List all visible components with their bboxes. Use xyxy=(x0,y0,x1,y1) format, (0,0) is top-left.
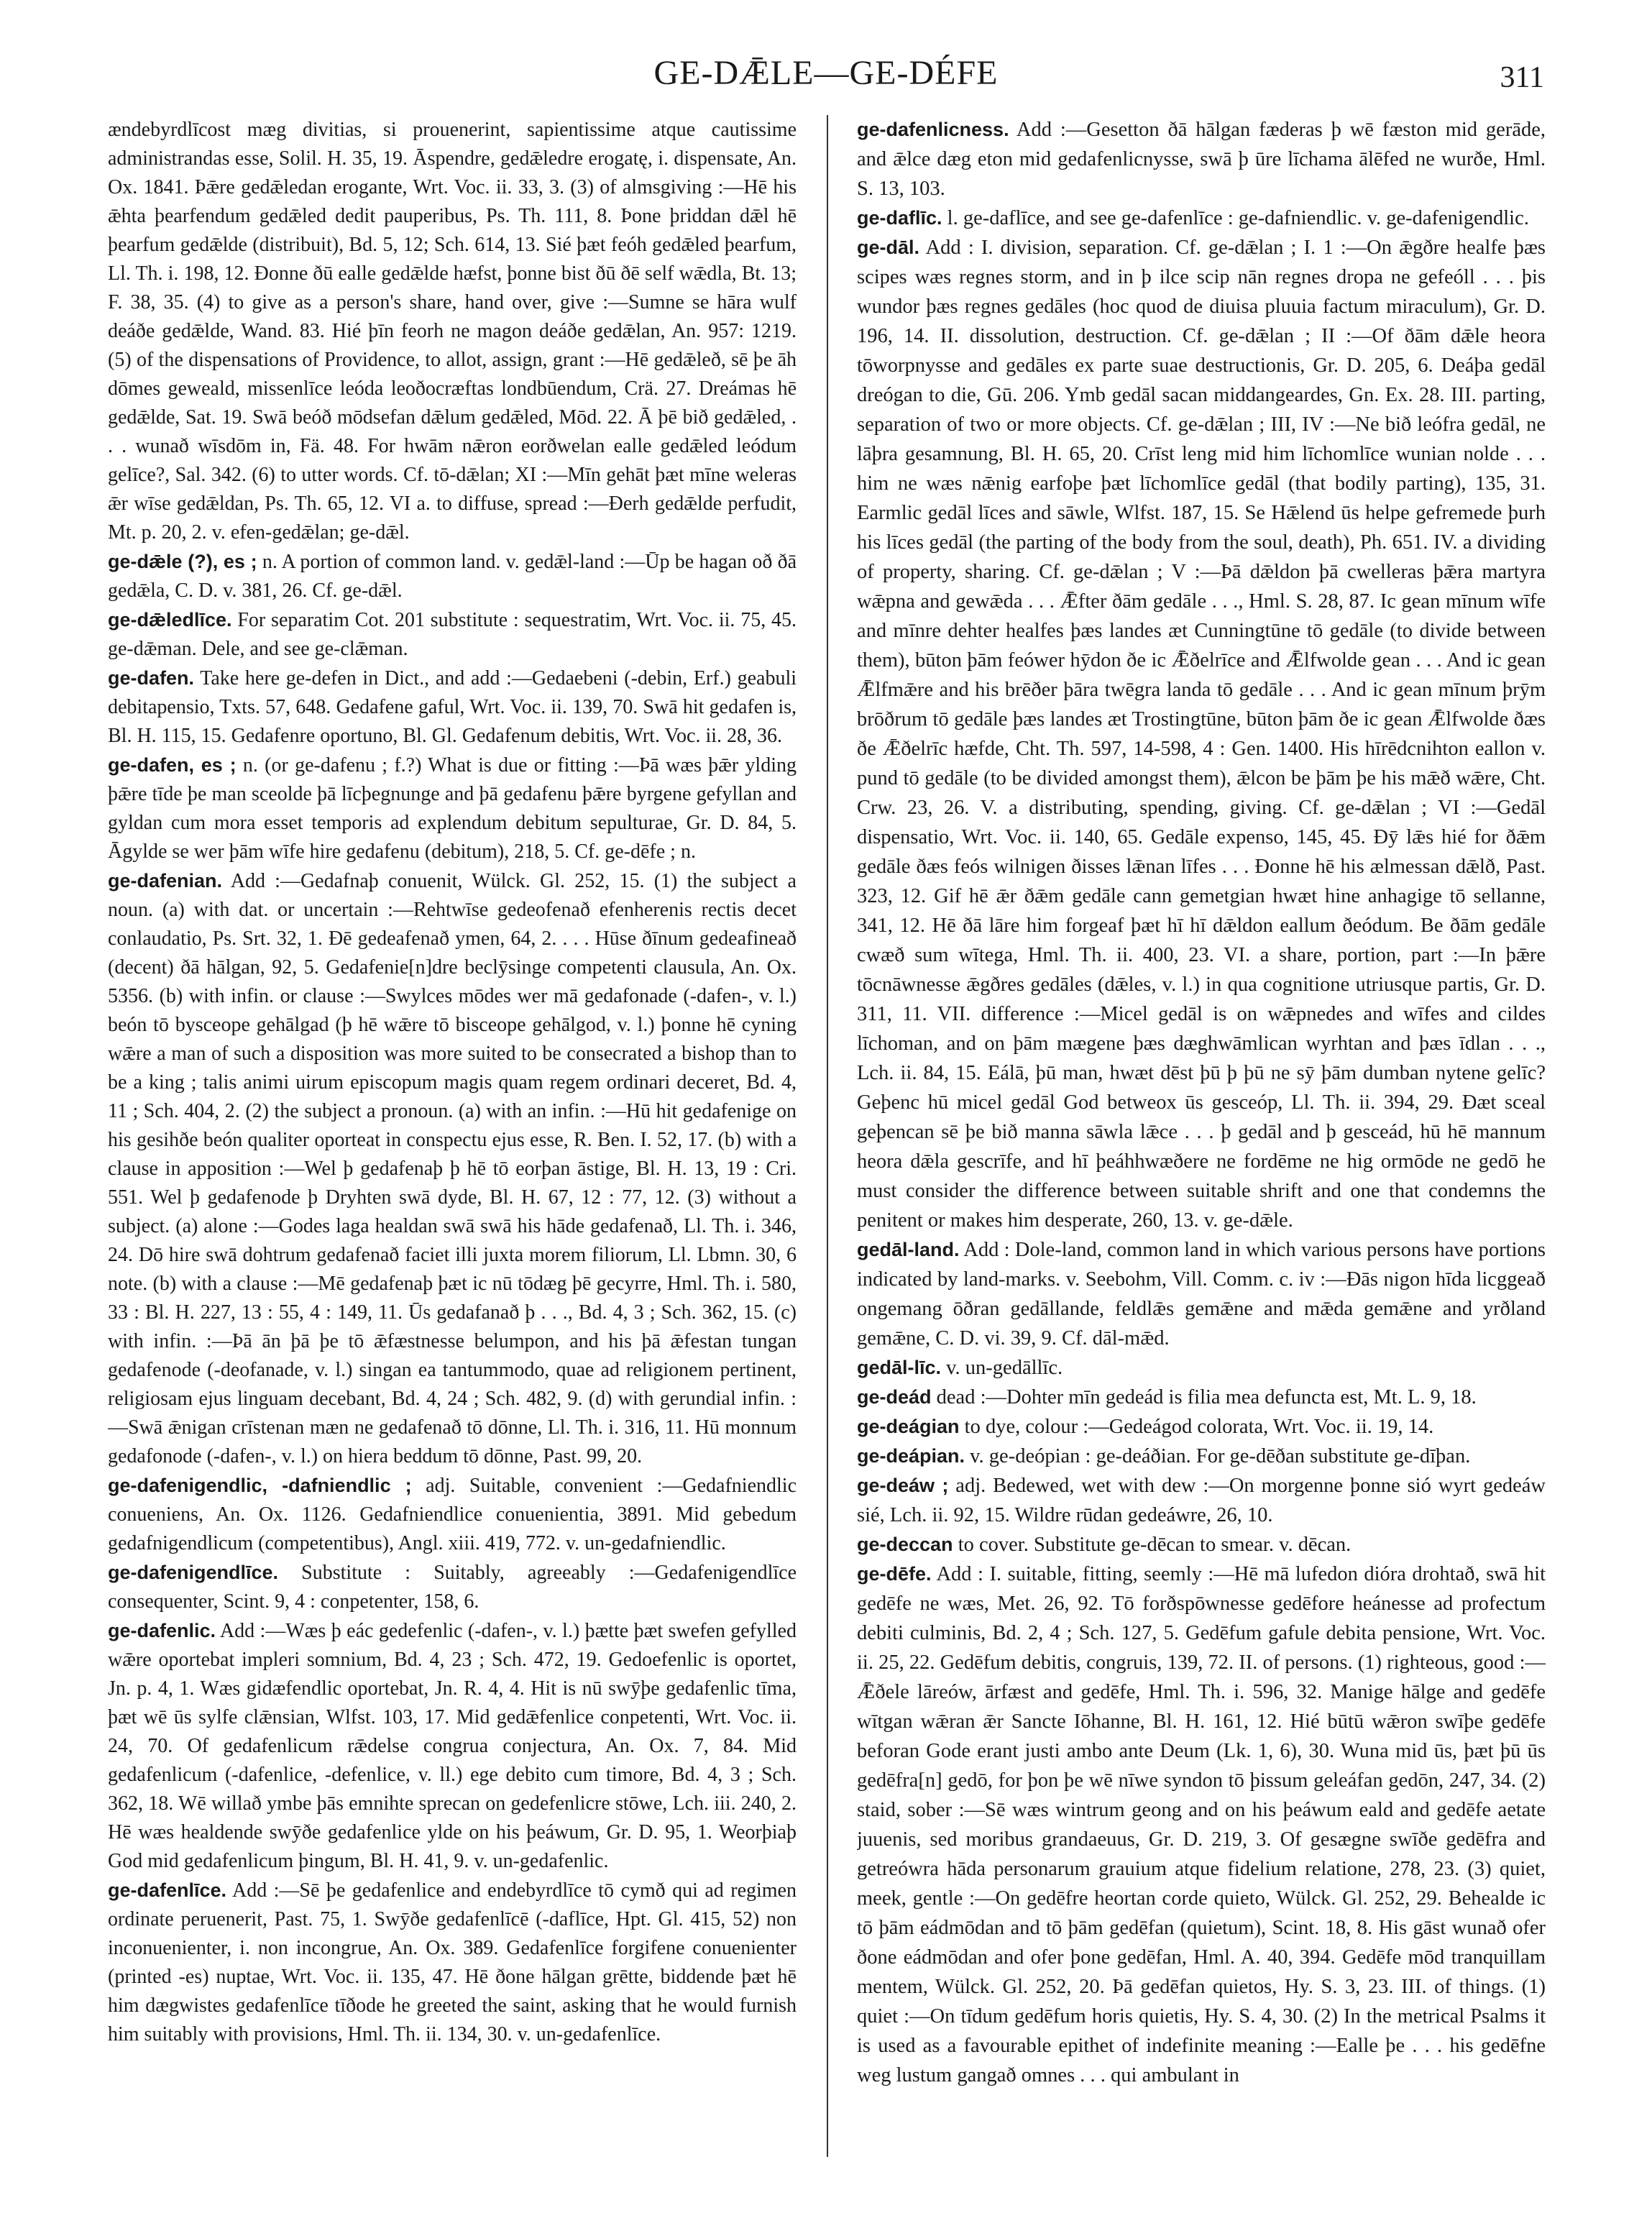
dictionary-entry xyxy=(108,866,797,1471)
entry-headword: ge-deápian. xyxy=(857,1445,965,1467)
dictionary-entry xyxy=(857,1235,1546,1353)
left-column xyxy=(108,115,797,2157)
dictionary-entry xyxy=(108,1616,797,1876)
entry-text: v. ge-deópian : ge-deáðian. For ge-dēðan substitute ge-dīþan. xyxy=(970,1445,1471,1467)
entry-text: Add : I. division, separation. Cf. ge-dǣlan ; I. 1 :—On ǣgðre healfe þæs scipes wæs regnes storm, and in þ ilce scip nān regnes dropa ne gefeóll . . . þis wundor þæs regnes gedāles (hoc quod de diuisa pluuia factum miraculum), Gr. D. 196, 14. II. dissolution, destruction. Cf. ge-dǣlan ; II :—Of ðām dǣle heora tōworpnysse and gedāles ex parte suae destructionis, Gr. D. 205, 6. Deáþa gedāl dreógan to die, Gū. 206. Ymb gedāl sacan middangeardes, Gn. Ex. 28. III. parting, separation of two or more objects. Cf. ge-dǣlan ; III, IV :—Ne bið leófra gedāl, ne lāþra gesamnung, Bl. H. 65, 20. Crīst leng mid him līchomlīce wunian nolde . . . him ne wæs nǣnig earfoþe þæt līchomlīce gedāl (that bodily parting), 135, 31. Earmlic gedāl līces and sāwle, Wlfst. 187, 15. Se Hǣlend ūs helpe gefremede þurh his līces gedāl (the parting of the body from the soul, death), Ph. 651. IV. a dividing of property, sharing. Cf. ge-dǣlan ; V :—Þā dǣldon þā cwelleras þǣra martyra wǣpna and gewǣda . . . Ǣfter ðām gedāle . . ., Hml. S. 28, 87. Ic gean mīnum wīfe and mīnre dehter healfes þæs landes æt Cunningtūne tō gedāle (to divide between them), būton þām feówer hȳdon ðe ic Ǣðelrīce and Ǣlfwolde gean . . . And ic gean Ǣlfmǣre and his brēðer þāra twēgra landa tō gedāle . . . And ic gean mīnum þrȳm brōðrum tō gedāle þæs landes æt Trostingtūne, būton þām ðe ic gean Ǣlfwolde ðæs ðe Ǣðelrīc hæfde, Cht. Th. 597, 14-598, 4 : Gen. 1400. His hīrēdcnihton eallon v. pund tō gedāle (to be divided amongst them), ǣlcon be þām þe his mǣð wǣre, Cht. Crw. 23, 26. V. a distributing, spending, giving. Cf. ge-dǣlan ; VI :—Gedāl dispensatio, Wrt. Voc. ii. 140, 65. Gedāle expenso, 145, 45. Ðȳ lǣs hié for ðǣm gedāle ðæs feós wilnigen ðisses lǣnan līfes . . . Ðonne hē his ælmessan dǣlð, Past. 323, 12. Gif hē ǣr ðǣm gedāle cann gemetgian hwæt hine anhagige tō sellanne, 341, 12. Hē ðā lāre him forgeaf þæt hī hī dǣldon eallum ðeódum. Be ðām gedāle cwæð sum wītega, Hml. Th. ii. 400, 23. VI. a share, portion, part :—In þǣre tōcnāwnesse ǣgðres gedāles (dǣles, v. l.) in qua cognitione utriusque partis, Gr. D. 311, 11. VII. difference :—Micel gedāl is on wǣpnedes and wīfes and cildes līchoman, and on þām mægene þæs dæghwāmlican wyrhtan and þæs īdlan . . ., Lch. ii. 84, 15. Eálā, þū man, hwæt dēst þū þ þū ne sȳ þām dumban nytene gelīc? Geþenc hū micel gedāl God betweox ūs gesceóp, Ll. Th. ii. 394, 29. Ðæt sceal geþencan sē þe bið manna sāwla lǣce . . . þ gedāl and þ gesceád, hū hē mannum heora dǣla gescrīfe, and hī þeáhhwæðere ne fordēme ne hig ormōde ne gedō he must consider the difference between suitable shrift and one that condemns the penitent or makes him desperate, 260, 13. v. ge-dǣle. xyxy=(857,237,1546,1232)
entry-headword: ge-dafenlīce. xyxy=(108,1879,227,1901)
entry-text: Add :—Sē þe gedafenlice and endebyrdlīce tō cymð qui ad regimen ordinate peruenerit, Past. 75, 1. Swȳðe gedafenlīcē (-daflīce, Hpt. Gl. 415, 52) non inconuenienter, i. non incongrue, An. Ox. 389. Gedafenlīce forgifene conuenienter (printed -es) nuptae, Wrt. Voc. ii. 135, 47. Hē ðone hālgan grētte, biddende þæt hē him dægwistes gedafenlīce tīðode he greeted the saint, asking that he would furnish him suitably with provisions, Hml. Th. ii. 134, 30. v. un-gedafenlīce. xyxy=(108,1879,797,2045)
entry-text: Add :—Wæs þ eác gedefenlic (-dafen-, v. l.) þætte þæt swefen gefylled wǣre oportebat impleri somnium, Bd. 4, 23 ; Sch. 472, 19. Gedoefenlic is oportet, Jn. p. 4, 1. Wæs gidæfendlic oportebat, Jn. R. 4, 4. Hit is nū swȳþe gedafenlic tīma, þæt wē ūs sylfe clǣnsian, Wlfst. 103, 17. Mid gedǣfenlice conpetenti, Wrt. Voc. ii. 24, 70. Of gedafenlicum rǣdelse congrua conjectura, An. Ox. 7, 84. Mid gedafenlicum (-dafenlice, -defenlice, v. ll.) ege debito cum timore, Bd. 4, 3 ; Sch. 362, 18. Wē willað ymbe þās emnihte sprecan on gedefenlicre stōwe, Lch. iii. 240, 2. Hē wæs healdende swȳðe gedafenlice ylde on his þeáwum, Gr. D. 95, 1. Weorþiaþ God mid gedafenlicum þingum, Bl. H. 41, 9. v. un-gedafenlic. xyxy=(108,1620,797,1872)
entry-text: v. un-gedāllīc. xyxy=(946,1357,1063,1379)
dictionary-entry xyxy=(857,1530,1546,1559)
dictionary-entry xyxy=(108,751,797,866)
entry-text: ændebyrdlīcost mæg divitias, si prouenerint, sapientissime atque cautissime administrandas esse, Solil. H. 35, 19. Āspendre, gedǣledre erogatę, i. dispensate, An. Ox. 1841. Þǣre gedǣledan erogante, Wrt. Voc. ii. 33, 3. (3) of almsgiving :—Hē his ǣhta þearfendum gedǣled dedit pauperibus, Ps. Th. 111, 8. Þone þriddan dǣl hē þearfum gedǣlde (distribuit), Bd. 5, 12; Sch. 614, 13. Sié þæt feóh gedǣled þearfum, Ll. Th. i. 198, 12. Ðonne ðū ealle gedǣlde hæfst, þonne bist ðū ðē self wǣdla, Bt. 13; F. 38, 35. (4) to give as a person's share, hand over, give :—Sumne se hāra wulf deáðe gedǣlde, Wand. 83. Hié þīn feorh ne magon deáðe gedǣlan, An. 957: 1219. (5) of the dispensations of Providence, to allot, assign, grant :—Hē gedǣleð, sē þe āh dōmes geweald, missenlīce leóda leoðocræftas londbūendum, Crä. 27. Dreámas hē gedǣlde, Sat. 19. Swā beóð mōdsefan dǣlum gedǣled, Mōd. 22. Ā þē bið gedǣled, . . . wunað wīsdōm in, Fä. 48. For hwām nǣron eorðwelan ealle gedǣled leódum gelīce?, Sal. 342. (6) to utter words. Cf. tō-dǣlan; XI :—Mīn gehāt þæt mīne weleras ǣr wīse gedǣldan, Ps. Th. 65, 12. VI a. to diffuse, spread :—Ðerh gedǣlde perfudit, Mt. p. 20, 2. v. efen-gedǣlan; ge-dǣl. xyxy=(108,119,797,544)
entry-text: Take here ge-defen in Dict., and add :—Gedaebeni (-debin, Erf.) geabuli debitapensio, Txts. 57, 648. Gedafene gaful, Wrt. Voc. ii. 139, 70. Swā hit gedafen is, Bl. H. 115, 15. Gedafenre oportuno, Bl. Gl. Gedafenum debitis, Wrt. Voc. ii. 28, 36. xyxy=(108,667,797,747)
entry-text: Add : Dole-land, common land in which various persons have portions indicated by land-marks. v. Seebohm, Vill. Comm. c. iv :—Ðās nigon hīda licggeað ongemang ōðran gedāllande, feldlǣs gemǣne and mǣda gemǣne and yrðland gemǣne, C. D. vi. 39, 9. Cf. dāl-mǣd. xyxy=(857,1239,1546,1350)
right-column xyxy=(857,115,1546,2157)
dictionary-entry xyxy=(857,233,1546,1235)
dictionary-entry xyxy=(857,1383,1546,1412)
dictionary-entry xyxy=(108,1558,797,1616)
entry-text: Substitute : Suitably, agreeably :—Gedafenigendlīce consequenter, Scint. 9, 4 : conpetenter, 158, 6. xyxy=(108,1562,797,1613)
page-header xyxy=(108,50,1544,101)
dictionary-entry xyxy=(108,547,797,605)
dictionary-entry xyxy=(857,115,1546,203)
entry-headword: ge-deccan xyxy=(857,1534,953,1555)
entry-headword: ge-dafenigendlīce. xyxy=(108,1562,279,1583)
entry-text: Add :—Gedafnaþ conuenit, Wülck. Gl. 252, 15. (1) the subject a noun. (a) with dat. or uncertain :—Rehtwīse gedeofenað efenherenis rectis decet conlaudatio, Ps. Srt. 32, 1. Ðē gedeafenað ymen, 64, 2. . . . Hūse ðīnum gedeafineað (decent) ðā hālgan, 92, 5. Gedafenie[n]dre beclȳsinge competenti clausula, An. Ox. 5356. (b) with infin. or clause :—Swylces mōdes wer mā gedafonade (-dafen-, v. l.) beón tō bysceope gehālgad (þ hē wǣre tō bisceope gehālgod, v. l.) þonne hē cyning wǣre a man of such a disposition was more suited to be consecrated a bishop than to be a king ; talis animi uirum episcopum magis quam regem ordinari deceret, Bd. 4, 11 ; Sch. 404, 2. (2) the subject a pronoun. (a) with an infin. :—Hū hit gedafenige on his gesihðe beón qualiter oporteat in conspectu ejus esse, R. Ben. I. 52, 17. (b) with a clause in apposition :—Wel þ gedafenaþ þ hē tō eorþan āstige, Bl. H. 13, 19 : Cri. 551. Wel þ gedafenode þ Dryhten swā dyde, Bl. H. 67, 12 : 77, 12. (3) without a subject. (a) alone :—Godes laga healdan swā swā his hāde gedafenað, Ll. Th. i. 346, 24. Dō hire swā dohtrum gedafenað faciet illi juxta morem filiorum, Ll. Lbmn. 30, 6 note. (b) with a clause :—Mē gedafenaþ þæt ic nū tōdæg þē gecyrre, Hml. Th. i. 580, 33 : Bl. H. 227, 13 : 55, 4 : 149, 11. Ūs gedafanað þ . . ., Bd. 4, 3 ; Sch. 362, 15. (c) with infin. :—Þā ān þā þe tō ǣfæstnesse belumpon, and his þā ǣfestan tungan gedafenode (-deofanade, v. l.) singan ea tantummodo, quae ad religionem pertinent, religiosam ejus linguam decebant, Bd. 4, 24 ; Sch. 482, 9. (d) with gerundial infin. :—Swā ǣnigan crīstenan mæn ne gedafenað tō dōnne, Ll. Th. i. 316, 11. Hū monnum gedafonode (-dafen-, v. l.) on hiera beddum tō dōnne, Past. 99, 20. xyxy=(108,870,797,1467)
entry-text: to dye, colour :—Gedeágod colorata, Wrt. Voc. ii. 19, 14. xyxy=(964,1416,1434,1438)
column-divider xyxy=(827,115,828,2157)
entry-text: dead :—Dohter mīn gedeád is filia mea defuncta est, Mt. L. 9, 18. xyxy=(936,1386,1477,1408)
entry-headword: ge-dǣle (?), es ; xyxy=(108,551,257,572)
entry-headword: ge-deád xyxy=(857,1386,932,1408)
entry-headword: gedāl-līc. xyxy=(857,1357,942,1378)
dictionary-entry xyxy=(108,1876,797,2049)
entry-headword: ge-dafenlic. xyxy=(108,1620,216,1641)
entry-text: Add :—Gesetton ðā hālgan fæderas þ wē fæston mid gerāde, and ǣlce dæg eton mid gedafenlicnysse, swā þ ūre līchama ālēfed ne wurðe, Hml. S. 13, 103. xyxy=(857,119,1546,200)
entry-headword: gedāl-land. xyxy=(857,1239,960,1260)
entry-headword: ge-dafenlicness. xyxy=(857,119,1009,140)
dictionary-entry xyxy=(857,203,1546,233)
entry-text: For separatim Cot. 201 substitute : sequestratim, Wrt. Voc. ii. 75, 45. ge-dǣman. Dele, and see ge-clǣman. xyxy=(108,609,797,660)
dictionary-entry xyxy=(108,605,797,664)
entry-headword: ge-dēfe. xyxy=(857,1563,932,1585)
entry-headword: ge-dǣledlīce. xyxy=(108,609,232,631)
page-number: 311 xyxy=(1500,61,1544,94)
dictionary-entry xyxy=(857,1559,1546,2090)
dictionary-columns xyxy=(108,115,1546,2157)
dictionary-entry xyxy=(857,1353,1546,1383)
entry-text: n. A portion of common land. v. gedǣl-land :—Ūp be hagan oð ðā gedǣla, C. D. v. 381, 26. Cf. ge-dǣl. xyxy=(108,551,797,602)
dictionary-entry xyxy=(857,1412,1546,1442)
entry-text: Add : I. suitable, fitting, seemly :—Hē mā lufedon dióra drohtað, swā hit gedēfe ne wæs, Met. 26, 92. Tō forðspōwnesse gedēfore heánesse ad profectum debiti culminis, Bd. 2, 4 ; Sch. 127, 5. Gedēfum gafule debita pensione, Wrt. Voc. ii. 25, 22. Gedēfum debitis, congruis, 139, 72. II. of persons. (1) righteous, good :—Ǣðele lāreów, ārfæst and gedēfe, Hml. Th. i. 596, 32. Manige hālge and gedēfe wītgan wǣran ǣr Sancte Iōhanne, Bl. H. 161, 12. Hié būtū wǣron swīþe gedēfe beforan Gode erant justi ambo ante Deum (Lk. 1, 6), 30. Wuna mid ūs, þæt þū ūs gedēfra[n] gedō, for þon þe wē nīwe syndon tō þissum geleáfan gedōn, 247, 34. (2) staid, sober :—Sē wæs wintrum geong and on his þeáwum eald and gedēfe aetate juuenis, sed moribus grandaeuus, Gr. D. 219, 3. Of gesægne swīðe gedēfra and getreówra hāda personarum grauium atque fidelium relatione, 278, 23. (3) quiet, meek, gentle :—On gedēfre heortan corde quieto, Wülck. Gl. 252, 29. Behealde ic tō þām eádmōdan and tō þām gedēfan (quietum), Scint. 18, 8. His gāst wunað ofer ðone eádmōdan and ofer þone gedēfan, Hml. A. 40, 394. Gedēfe mōd tranquillam mentem, Wülck. Gl. 252, 20. Þā gedēfan quietos, Hy. S. 3, 23. III. of things. (1) quiet :—On tīdum gedēfum horis quietis, Hy. S. 4, 30. (2) In the metrical Psalms it is used as a favourable epithet of indefinite meaning :—Ealle þe . . . his gedēfne weg lustum gangað omnes . . . qui ambulant in xyxy=(857,1563,1546,2086)
entry-headword: ge-dafenian. xyxy=(108,870,223,892)
running-head: GE-DǢLE—GE-DÉFE xyxy=(653,54,999,92)
dictionary-entry xyxy=(108,664,797,751)
entry-headword: ge-dāl. xyxy=(857,237,920,258)
dictionary-entry xyxy=(108,1471,797,1558)
entry-headword: ge-dafen, es ; xyxy=(108,754,237,776)
dictionary-entry xyxy=(857,1471,1546,1530)
dictionary-entry xyxy=(108,115,797,547)
entry-headword: ge-daflīc. xyxy=(857,207,942,229)
entry-headword: ge-deágian xyxy=(857,1416,960,1437)
entry-headword: ge-deáw ; xyxy=(857,1475,949,1496)
entry-text: adj. Suitable, convenient :—Gedafniendlic conueniens, An. Ox. 1126. Gedafniendlice conuenientia, 3891. Mid gebedum gedafnigendlicum (competentibus), Angl. xiii. 419, 772. v. un-gedafniendlic. xyxy=(108,1475,797,1554)
entry-text: adj. Bedewed, wet with dew :—On morgenne þonne sió wyrt gedeáw sié, Lch. ii. 92, 15. Wildre rūdan gedeáwre, 26, 10. xyxy=(857,1475,1546,1526)
entry-text: n. (or ge-dafenu ; f.?) What is due or fitting :—Þā wæs þǣr ylding þǣre tīde þe man sceolde þā līcþegnunge and þā gedafenu þǣre byrgene gefyllan and gyldan cum mora esset temporis ad explendum debitum sepulturae, Gr. D. 84, 5. Āgylde se wer þām wīfe hire gedafenu (debitum), 218, 5. Cf. ge-dēfe ; n. xyxy=(108,754,797,863)
entry-headword: ge-dafenigendlic, -dafniendlic ; xyxy=(108,1475,412,1496)
entry-text: to cover. Substitute ge-dēcan to smear. v. dēcan. xyxy=(958,1534,1352,1556)
entry-headword: ge-dafen. xyxy=(108,667,195,689)
dictionary-entry xyxy=(857,1442,1546,1471)
entry-text: l. ge-daflīce, and see ge-dafenlīce : ge-dafniendlic. v. ge-dafenigendlic. xyxy=(947,207,1529,229)
